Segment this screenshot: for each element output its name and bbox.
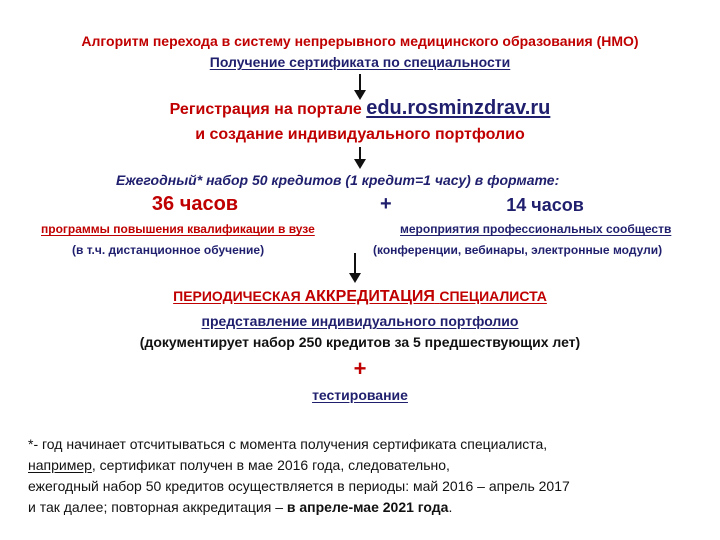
left-desc-2: (в т.ч. дистанционное обучение) bbox=[72, 243, 265, 257]
registration-row bbox=[0, 97, 720, 120]
annual-credits-text: Ежегодный* набор 50 кредитов (1 кредит=1 часу) в формате: bbox=[116, 172, 560, 188]
footnote-line-4a: и так далее; повторная аккредитация – bbox=[28, 499, 287, 515]
accreditation-part-3: СПЕЦИАЛИСТА bbox=[439, 288, 547, 304]
footnote-line-4 bbox=[28, 497, 452, 518]
plus-sign-2: + bbox=[353, 356, 367, 381]
footnote-line-2-rest: , сертификат получен в мае 2016 года, следовательно, bbox=[91, 457, 450, 473]
accreditation-part-2: АККРЕДИТАЦИЯ bbox=[304, 288, 435, 305]
accreditation-heading bbox=[0, 288, 720, 306]
footnote-line-1: *- год начинает отсчитываться с момента получения сертификата специалиста, bbox=[28, 436, 548, 452]
footnote-line-4-bold: в апреле-мае 2021 года bbox=[286, 499, 449, 515]
left-desc-1: программы повышения квалификации в вузе bbox=[41, 222, 315, 236]
right-hours: 14 часов bbox=[506, 195, 584, 215]
page-subtitle bbox=[0, 54, 720, 70]
right-desc-1: мероприятия профессиональных сообществ bbox=[400, 222, 672, 236]
subtitle-text: Получение сертификата по специальности bbox=[209, 54, 511, 70]
footnote-example: например bbox=[28, 457, 92, 473]
portfolio-presentation bbox=[0, 313, 720, 329]
arrow-3-line bbox=[354, 253, 356, 275]
registration-label: Регистрация на портале bbox=[169, 101, 367, 118]
accreditation-part-1: ПЕРИОДИЧЕСКАЯ bbox=[173, 288, 305, 304]
portfolio-presentation-text: представление индивидуального портфолио bbox=[201, 313, 519, 329]
plus-sign-1: + bbox=[380, 193, 392, 215]
page-title: Алгоритм перехода в систему непрерывного медицинского образования (НМО) bbox=[81, 33, 639, 49]
credits-250-text: (документирует набор 250 кредитов за 5 предшествующих лет) bbox=[139, 334, 581, 350]
testing-row bbox=[0, 387, 720, 403]
footnote-line-4c: . bbox=[448, 499, 453, 515]
footnote-line-2 bbox=[28, 455, 450, 476]
portfolio-text: и создание индивидуального портфолио bbox=[195, 126, 525, 143]
footnote-line-3: ежегодный набор 50 кредитов осуществляется в периоды: май 2016 – апрель 2017 bbox=[28, 478, 570, 494]
left-hours: 36 часов bbox=[151, 193, 239, 215]
portal-link[interactable]: edu.rosminzdrav.ru bbox=[366, 97, 551, 119]
arrow-2-head bbox=[354, 159, 366, 169]
testing-text: тестирование bbox=[312, 387, 408, 403]
right-desc-2: (конференции, вебинары, электронные модули) bbox=[373, 243, 663, 257]
arrow-3-head bbox=[349, 273, 361, 283]
